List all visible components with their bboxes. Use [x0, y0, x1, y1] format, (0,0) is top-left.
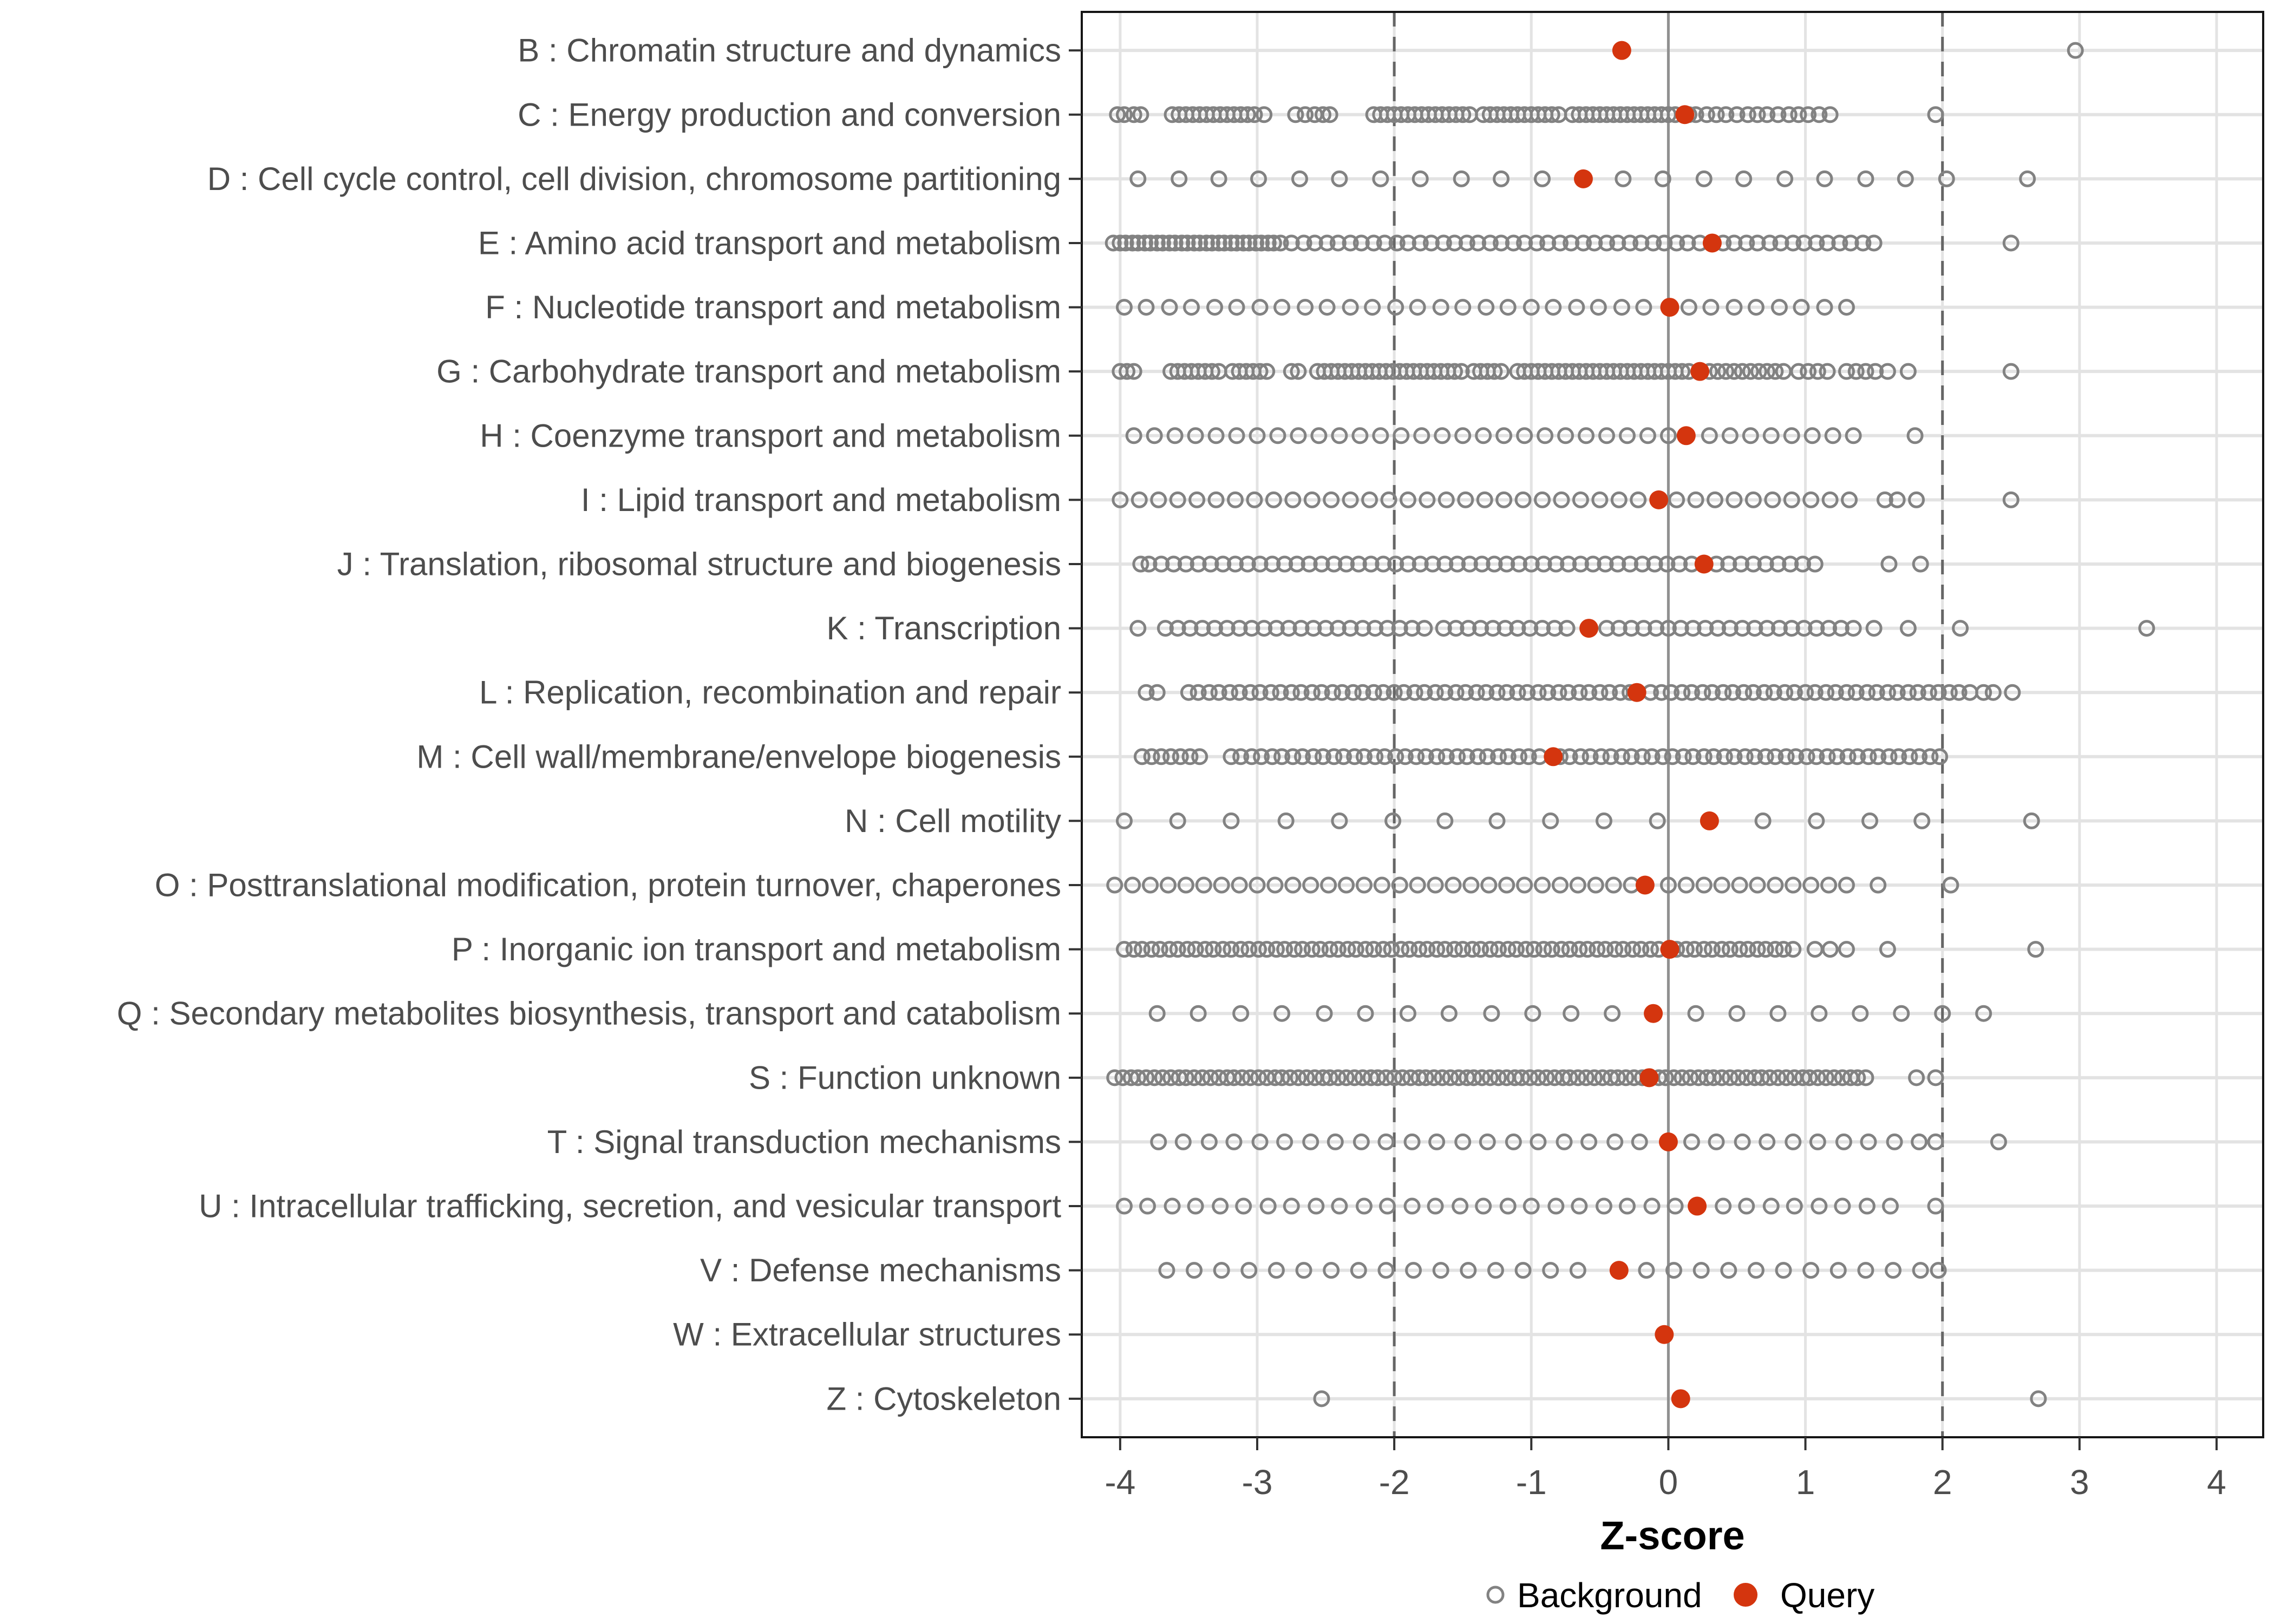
category-label: F : Nucleotide transport and metabolism [485, 289, 1061, 326]
category-label: Z : Cytoskeleton [826, 1380, 1061, 1417]
query-point [1544, 747, 1563, 766]
category-label: E : Amino acid transport and metabolism [478, 225, 1061, 261]
x-tick-label: 1 [1795, 1463, 1815, 1502]
query-point [1675, 105, 1694, 124]
x-tick-label: -3 [1241, 1463, 1273, 1502]
category-label: P : Inorganic ion transport and metabolism [451, 931, 1061, 968]
category-label: V : Defense mechanisms [700, 1252, 1061, 1289]
query-point [1579, 619, 1598, 638]
category-label: H : Coenzyme transport and metabolism [480, 417, 1061, 454]
query-point [1671, 1389, 1690, 1408]
category-label: L : Replication, recombination and repair [479, 674, 1061, 711]
category-label: J : Translation, ribosomal structure and biogenesis [337, 546, 1061, 582]
query-point [1612, 41, 1631, 60]
legend-background-icon [1488, 1587, 1503, 1602]
plot-panel [117, 12, 2263, 1502]
query-point [1690, 362, 1709, 381]
legend-query-label: Query [1780, 1576, 1875, 1615]
x-tick-label: -1 [1515, 1463, 1547, 1502]
category-label: Q : Secondary metabolites biosynthesis, transport and catabolism [116, 995, 1061, 1032]
legend [1488, 1576, 1874, 1615]
category-label: K : Transcription [826, 610, 1061, 647]
x-tick-label: -2 [1378, 1463, 1410, 1502]
query-point [1636, 876, 1655, 895]
category-label: O : Posttranslational modification, protein turnover, chaperones [154, 867, 1061, 903]
query-point [1660, 298, 1679, 317]
query-point [1610, 1261, 1629, 1280]
query-point [1649, 490, 1668, 509]
category-label: C : Energy production and conversion [518, 96, 1061, 133]
x-tick-label: 3 [2070, 1463, 2089, 1502]
category-label: W : Extracellular structures [673, 1316, 1061, 1353]
query-point [1628, 683, 1646, 702]
category-label: T : Signal transduction mechanisms [547, 1123, 1061, 1160]
category-label: S : Function unknown [748, 1059, 1061, 1096]
x-tick-label: 4 [2207, 1463, 2226, 1502]
x-tick-label: 2 [1932, 1463, 1952, 1502]
category-label: N : Cell motility [844, 802, 1061, 839]
category-label: I : Lipid transport and metabolism [580, 481, 1061, 518]
query-point [1639, 1068, 1658, 1087]
category-label: B : Chromatin structure and dynamics [518, 32, 1061, 69]
query-point [1644, 1004, 1663, 1023]
query-point [1677, 426, 1696, 445]
query-point [1695, 554, 1714, 573]
query-point [1688, 1197, 1707, 1216]
category-label: G : Carbohydrate transport and metabolism [436, 353, 1061, 390]
query-point [1574, 169, 1593, 188]
legend-background-label: Background [1517, 1576, 1702, 1615]
x-tick-label: 0 [1658, 1463, 1678, 1502]
query-point [1700, 811, 1719, 830]
x-tick-label: -4 [1105, 1463, 1136, 1502]
query-point [1655, 1325, 1674, 1344]
panel-border [1082, 12, 2263, 1437]
category-label: D : Cell cycle control, cell division, chromosome partitioning [207, 160, 1061, 197]
query-point [1703, 233, 1722, 252]
query-point [1660, 940, 1679, 959]
query-point [1659, 1132, 1678, 1151]
category-label: U : Intracellular trafficking, secretion, and vesicular transport [199, 1188, 1061, 1224]
x-axis-title: Z-score [1600, 1513, 1745, 1558]
category-label: M : Cell wall/membrane/envelope biogenesis [416, 738, 1061, 775]
legend-query-icon [1734, 1583, 1757, 1607]
